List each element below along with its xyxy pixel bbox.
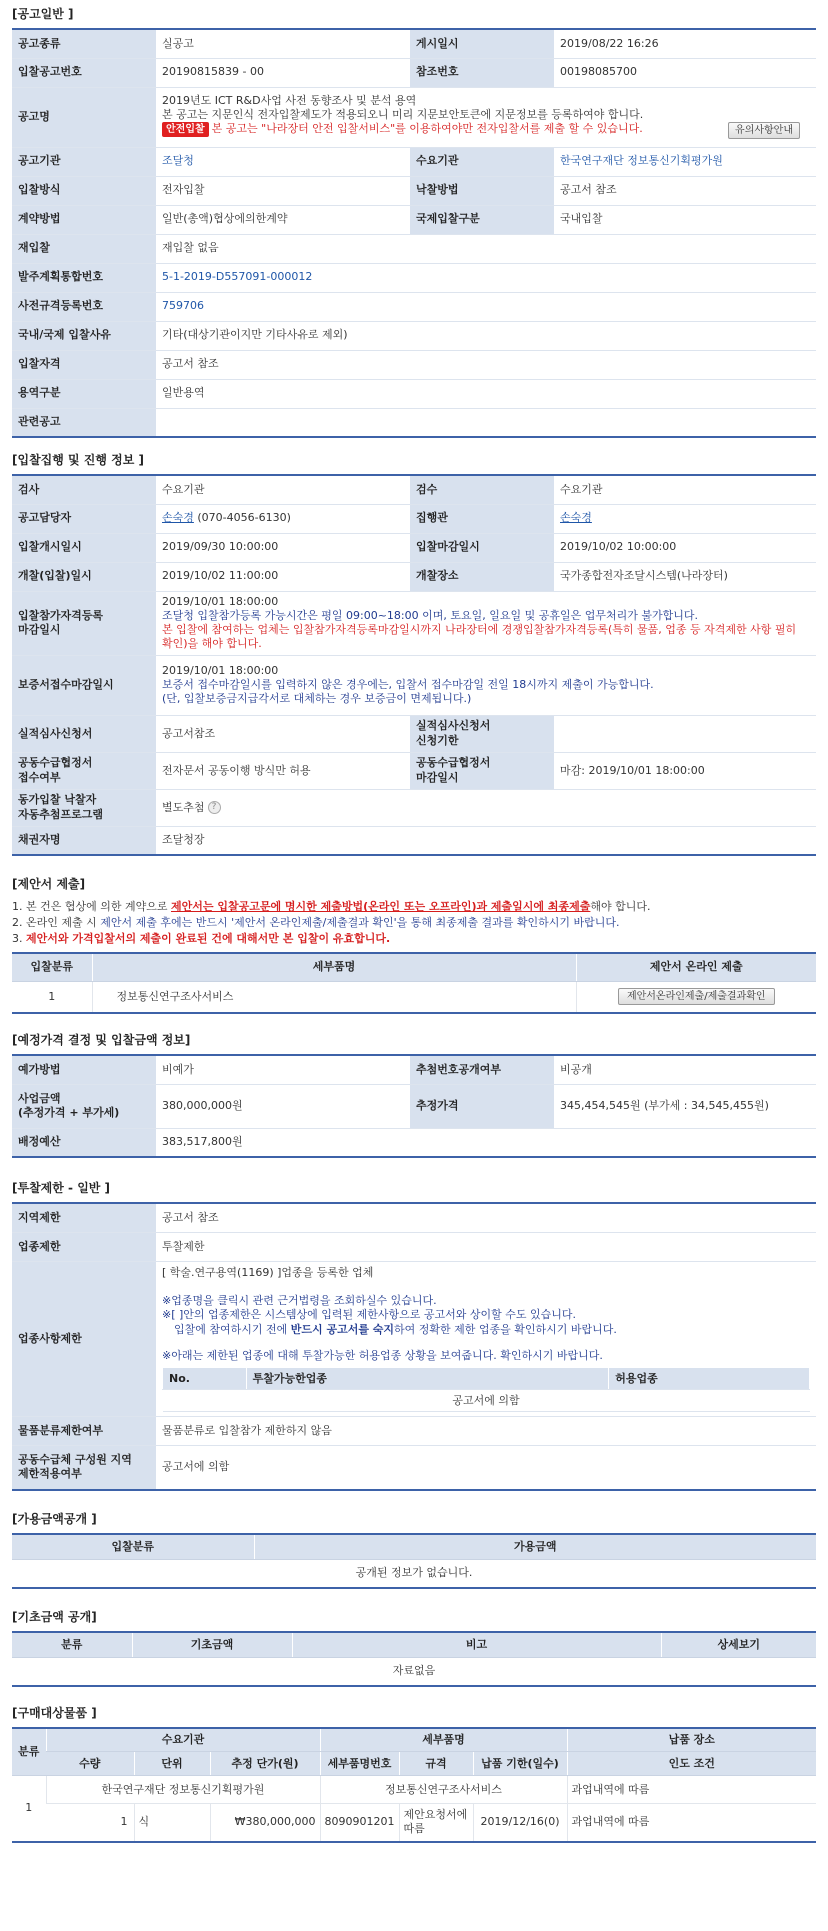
safe-bid-badge: 안전입찰: [162, 122, 209, 137]
value: 383,517,800원: [156, 1128, 816, 1157]
cell: 8090901201: [320, 1804, 399, 1842]
value: [156, 408, 816, 437]
label: 개찰장소: [410, 562, 554, 591]
note-text: 1. 본 건은 협상에 의한 계약으로: [12, 900, 171, 914]
safe-bid-notice: 본 공고는 "나라장터 안전 입찰서비스"를 이용하여야만 전자입찰서를 제출 할 수 있습니다.: [211, 122, 643, 136]
value: 국가종합전자조달시스템(나라장터): [554, 562, 816, 591]
guarantee-deadline-cell: [156, 655, 816, 715]
fingerprint-notice: 본 공고는 지문인식 전자입찰제도가 적용되오니 미리 지문보안토큰에 지문정보를 등록하여야 합니다.: [162, 108, 644, 121]
column-header: 입찰분류: [12, 953, 92, 981]
section-price: [12, 1032, 816, 1158]
value: [554, 715, 816, 752]
value: 20190815839 - 00: [156, 58, 410, 87]
label: 검수: [410, 475, 554, 504]
note-text: 2. 온라인 제출 시: [12, 916, 101, 930]
industry-note-2: ※[ ]안의 업종제한은 시스템상에 입력된 제한사항으로 공고서와 상이할 수도 있습니다.: [162, 1308, 577, 1322]
column-header: No.: [163, 1368, 247, 1390]
label: 업종사항제한: [12, 1261, 156, 1416]
cell: 1: [12, 981, 92, 1013]
purchase-items-table: [12, 1727, 816, 1843]
table-row: [12, 1804, 816, 1842]
value: 2019/10/01 18:00:00: [162, 594, 279, 608]
section-title: [구매대상물품 ]: [12, 1705, 97, 1720]
proposal-table: [12, 952, 816, 1014]
label: 계약방법: [12, 205, 156, 234]
prespec-number-link[interactable]: 759706: [156, 292, 816, 321]
cell: 1: [46, 1804, 134, 1842]
cell: 정보통신연구조사서비스: [320, 1776, 567, 1804]
label: 공동수급협정서 마감일시: [410, 752, 554, 789]
label: 채권자명: [12, 826, 156, 855]
lottery-cell: [156, 789, 816, 826]
guarantee-note-2: (단, 입찰보증금지급각서로 대체하는 경우 보증금이 면제됩니다.): [162, 692, 472, 706]
label: 집행관: [410, 504, 554, 533]
contact-cell: [156, 504, 410, 533]
column-header: 분류: [12, 1632, 132, 1658]
note-text: 하여 정확한 제한 업종을 확인하시기 바랍니다.: [394, 1322, 617, 1336]
section-title: [공고일반 ]: [12, 7, 74, 21]
value: 공고서에 의함: [156, 1446, 816, 1490]
section-title: [예정가격 결정 및 입찰금액 정보]: [12, 1033, 191, 1048]
note-emphasis: 반드시 공고서를 숙지: [290, 1322, 395, 1336]
column-header: 인도 조건: [567, 1752, 816, 1776]
cell: 제안요청서에 따름: [399, 1804, 473, 1842]
cell: 과업내역에 따름: [567, 1776, 816, 1804]
column-header: 비고: [292, 1632, 661, 1658]
label: 업종제한: [12, 1232, 156, 1261]
value: 공고서참조: [156, 715, 410, 752]
officer-cell: [554, 504, 816, 533]
note-text: 3.: [12, 932, 26, 946]
label: 지역제한: [12, 1203, 156, 1232]
label: 공고종류: [12, 29, 156, 58]
label: 배정예산: [12, 1128, 156, 1157]
section-title: [입찰집행 및 진행 정보 ]: [12, 453, 145, 467]
column-header: 분류: [12, 1728, 46, 1776]
industry-note-4: ※아래는 제한된 업종에 대해 투찰가능한 허용업종 상황을 보여줍니다. 확인하시기 바랍니다.: [162, 1348, 603, 1362]
column-header: 수요기관: [46, 1728, 320, 1752]
section-title: [기초금액 공개]: [12, 1609, 97, 1624]
value: 380,000,000원: [156, 1084, 410, 1128]
value: 전자입찰: [156, 176, 410, 205]
help-icon[interactable]: ?: [208, 801, 221, 814]
label: 물품분류제한여부: [12, 1417, 156, 1446]
contact-phone: (070-4056-6130): [193, 511, 291, 525]
column-header: 입찰분류: [12, 1534, 254, 1560]
value: 전자문서 공동이행 방식만 허용: [156, 752, 410, 789]
label: 공동수급협정서 접수여부: [12, 752, 156, 789]
table-row: [12, 981, 816, 1013]
value: 2019/08/22 16:26: [554, 29, 816, 58]
section-restriction: [12, 1180, 816, 1490]
column-header: 투찰가능한업종: [246, 1368, 609, 1390]
section-purchase-items: [12, 1705, 816, 1843]
agency-link[interactable]: 조달청: [156, 147, 410, 176]
label: 공동수급체 구성원 지역 제한적용여부: [12, 1446, 156, 1490]
column-header: 수량: [46, 1752, 134, 1776]
label: 예가방법: [12, 1055, 156, 1084]
registration-note: 조달청 입찰참가등록 가능시간은 평일 09:00~18:00 이며, 토요일, 일요일 및 공휴일은 업무처리가 불가합니다.: [162, 608, 698, 622]
table-row: [12, 1776, 816, 1804]
value: 수요기관: [156, 475, 410, 504]
section-proposal: [12, 876, 816, 1014]
value: 일반용역: [156, 379, 816, 408]
label: 발주계획통합번호: [12, 263, 156, 292]
column-header: 단위: [134, 1752, 210, 1776]
label: 재입찰: [12, 234, 156, 263]
section-available-amount: [12, 1511, 816, 1589]
value: 00198085700: [554, 58, 816, 87]
column-header: 상세보기: [661, 1632, 816, 1658]
notice-name-cell: [156, 87, 816, 147]
contact-name-link[interactable]: 손숙경: [162, 511, 194, 525]
label: 추정가격: [410, 1084, 554, 1128]
column-header: 세부품명번호: [320, 1752, 399, 1776]
label: 참조번호: [410, 58, 554, 87]
note-text: 입찰에 참여하시기 전에: [174, 1322, 291, 1336]
label: 실적심사신청서 신청기한: [410, 715, 554, 752]
label: 추첨번호공개여부: [410, 1055, 554, 1084]
label: 입찰방식: [12, 176, 156, 205]
label: 공고담당자: [12, 504, 156, 533]
column-header: 가용금액: [254, 1534, 816, 1560]
cell: 정보통신연구조사서비스: [92, 981, 576, 1013]
note-emphasis: 제안서는 입찰공고문에 명시한 제출방법(온라인 또는 오프라인)과 제출일시에 최종제출: [171, 900, 591, 914]
industry-restriction-cell: [156, 1261, 816, 1416]
label: 개찰(입찰)일시: [12, 562, 156, 591]
value: 비공개: [554, 1055, 816, 1084]
value: 공고서 참조: [156, 350, 816, 379]
available-amount-table: [12, 1533, 816, 1589]
label: 수요기관: [410, 147, 554, 176]
value: 2019/10/01 18:00:00: [162, 663, 279, 677]
value: 조달청장: [156, 826, 816, 855]
section-title: [투찰제한 - 일반 ]: [12, 1181, 111, 1196]
column-header: 기초금액: [132, 1632, 292, 1658]
industry-link[interactable]: [ 학술.연구용역(1169) ]업종을 등록한 업체: [162, 1265, 374, 1279]
guarantee-note: 보증서 접수마감일시를 입력하지 않은 경우에는, 입찰서 접수마감일 전일 18시까지 제출이 가능합니다.: [162, 678, 654, 692]
value: 2019/10/02 10:00:00: [554, 533, 816, 562]
registration-warning: 본 입찰에 참여하는 업체는 입찰참가자격등록마감일시까지 나라장터에 경쟁입찰참가자격등록(특히 물품, 업종 등 자격제한 사항 필히 확인)을 해야 합니다.: [162, 623, 797, 651]
value: 비예가: [156, 1055, 410, 1084]
column-header: 추정 단가(원): [210, 1752, 320, 1776]
value: 투찰제한: [156, 1232, 816, 1261]
note-text: 해야 합니다.: [590, 900, 651, 914]
column-header: 세부품명: [320, 1728, 567, 1752]
note-emphasis: 제안서와 가격입찰서의 제출이 완료된 건에 대해서만 본 입찰이 유효합니다.: [26, 932, 391, 946]
execution-table: [12, 474, 816, 856]
label: 보증서접수마감일시: [12, 655, 156, 715]
cell: 2019/12/16(0): [473, 1804, 567, 1842]
value: 수요기관: [554, 475, 816, 504]
notice-guide-button[interactable]: 유의사항안내: [728, 122, 800, 139]
cell: 식: [134, 1804, 210, 1842]
label: 입찰참가자격등록 마감일시: [12, 591, 156, 655]
value: 일반(총액)협상에의한계약: [156, 205, 410, 234]
value: 재입찰 없음: [156, 234, 816, 263]
label: 사업금액 (추정가격 + 부가세): [12, 1084, 156, 1128]
base-amount-table: [12, 1631, 816, 1687]
notice-name: 2019년도 ICT R&D사업 사전 동향조사 및 분석 용역: [162, 93, 417, 107]
proposal-submit-button[interactable]: 제안서온라인제출/제출결과확인: [618, 988, 775, 1005]
value: 별도추첨: [162, 800, 205, 814]
demand-agency-link[interactable]: 한국연구재단 정보통신기획평가원: [554, 147, 816, 176]
cell: 공고서에 의함: [163, 1390, 810, 1412]
cell: [576, 981, 816, 1013]
label: 국제입찰구분: [410, 205, 554, 234]
price-table: [12, 1054, 816, 1158]
registration-deadline-cell: [156, 591, 816, 655]
label: 입찰개시일시: [12, 533, 156, 562]
label: 공고명: [12, 87, 156, 147]
column-header: 규격: [399, 1752, 473, 1776]
restriction-table: [12, 1202, 816, 1490]
proposal-notes: [12, 900, 816, 946]
industry-note-3: [162, 1323, 810, 1337]
cell: 한국연구재단 정보통신기획평가원: [46, 1776, 320, 1804]
value: 공고서 참조: [156, 1203, 816, 1232]
value: 공고서 참조: [554, 176, 816, 205]
value: 국내입찰: [554, 205, 816, 234]
label: 공고기관: [12, 147, 156, 176]
column-header: 세부품명: [92, 953, 576, 981]
note-emphasis: 제안서 제출 후에는 반드시 '제안서 온라인제출/제출결과 확인'을 통해 최종제출 결과를 확인하시기 바랍니다.: [100, 916, 620, 930]
value: 2019/10/02 11:00:00: [156, 562, 410, 591]
cell: ₩380,000,000: [210, 1804, 320, 1842]
label: 입찰마감일시: [410, 533, 554, 562]
industry-note-1: ※업종명을 클릭시 관련 근거법령을 조회하실수 있습니다.: [162, 1293, 437, 1307]
value: 실공고: [156, 29, 410, 58]
value: 물품분류로 입찰참가 제한하지 않음: [156, 1417, 816, 1446]
section-title: [가용금액공개 ]: [12, 1511, 97, 1526]
plan-number-link[interactable]: 5-1-2019-D557091-000012: [156, 263, 816, 292]
label: 실적심사신청서: [12, 715, 156, 752]
general-table: [12, 28, 816, 438]
note-2: [12, 916, 816, 930]
label: 입찰자격: [12, 350, 156, 379]
column-header: 납품 기한(일수): [473, 1752, 567, 1776]
column-header: 납품 장소: [567, 1728, 816, 1752]
value: 기타(대상기관이지만 기타사유로 제외): [156, 321, 816, 350]
label: 게시일시: [410, 29, 554, 58]
cell: 과업내역에 따름: [567, 1804, 816, 1842]
value: 345,454,545원 (부가세 : 34,545,455원): [554, 1084, 816, 1128]
allowed-industry-table: [162, 1367, 810, 1412]
note-1: [12, 900, 816, 914]
empty-message: 공개된 정보가 없습니다.: [12, 1560, 816, 1588]
value: 마감: 2019/10/01 18:00:00: [554, 752, 816, 789]
label: 국내/국제 입찰사유: [12, 321, 156, 350]
label: 관련공고: [12, 408, 156, 437]
section-execution: [12, 452, 816, 856]
section-base-amount: [12, 1609, 816, 1687]
label: 입찰공고번호: [12, 58, 156, 87]
column-header: 허용업종: [609, 1368, 810, 1390]
note-3: [12, 932, 816, 946]
label: 낙찰방법: [410, 176, 554, 205]
label: 용역구분: [12, 379, 156, 408]
empty-message: 자료없음: [12, 1658, 816, 1686]
value: 2019/09/30 10:00:00: [156, 533, 410, 562]
column-header: 제안서 온라인 제출: [576, 953, 816, 981]
label: 동가입찰 낙찰자 자동추첨프로그램: [12, 789, 156, 826]
officer-name-link[interactable]: 손숙경: [560, 511, 592, 525]
label: 사전규격등록번호: [12, 292, 156, 321]
section-title: [제안서 제출]: [12, 877, 86, 892]
cell: 1: [12, 1776, 46, 1842]
section-general: [12, 6, 816, 438]
label: 검사: [12, 475, 156, 504]
